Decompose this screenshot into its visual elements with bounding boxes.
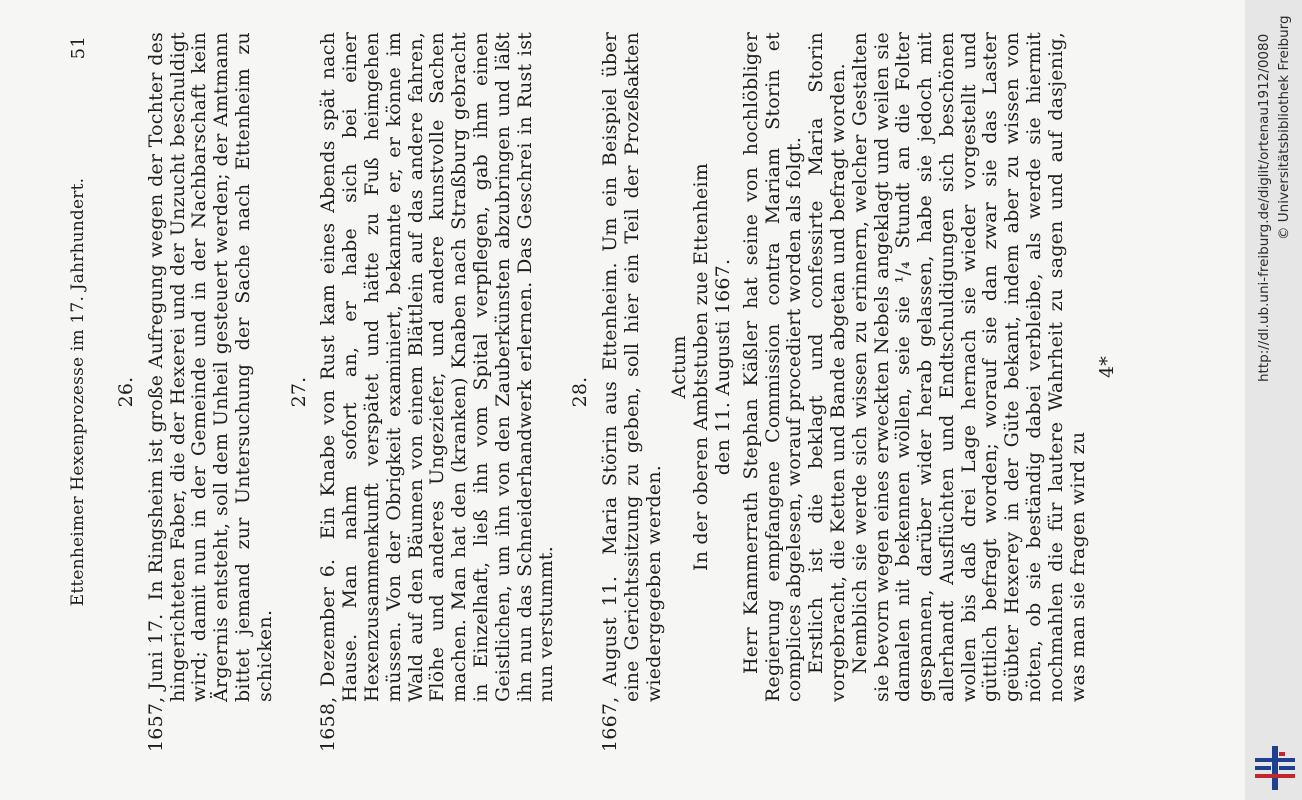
actum-paragraph: Herr Kammerrath Stephan Käßler hat seine von hochlöbliger Regierung empfangene Commission contra Mariam Storin et complices abgelesen, worauf procediert worden als folgt. bbox=[739, 32, 806, 702]
copyright-text: © Universitätsbibliothek Freiburg bbox=[1276, 15, 1292, 240]
entry-26 bbox=[116, 32, 277, 752]
entry-text bbox=[318, 32, 558, 752]
entry-27 bbox=[289, 32, 559, 752]
actum-place: In der oberen Ambtstuben zue Ettenheim bbox=[690, 163, 713, 571]
entry-body: Maria Störin aus Ettenheim. Um ein Beispiel über eine Gerichtssitzung zu geben, soll hier ein Teil der Prozeßakten wiedergegeben werden. bbox=[598, 32, 665, 702]
section-number: 26. bbox=[115, 376, 137, 408]
actum-paragraph: Erstlich ist die beklagt und confessirte Maria Storin vorgebracht, die Ketten und Bande abgetan und befragt worden. bbox=[805, 32, 849, 702]
page-content bbox=[68, 31, 1119, 752]
entry-28 bbox=[570, 32, 665, 752]
signature-mark: 4* bbox=[1096, 356, 1119, 378]
source-url[interactable]: http://dl.ub.uni-freiburg.de/diglit/ortenau1912/0080 bbox=[1256, 33, 1272, 382]
page-number: 51 bbox=[68, 36, 89, 60]
running-head bbox=[68, 32, 104, 752]
section-number: 28. bbox=[569, 376, 592, 408]
actum-date: den 11. Augusti 1667. bbox=[711, 258, 734, 476]
entry-lead: 1658, Dezember 6. bbox=[317, 558, 340, 752]
entry-text bbox=[600, 32, 665, 752]
running-title: Ettenheimer Hexenprozesse im 17. Jahrhundert. bbox=[68, 177, 88, 607]
entry-body: Ein Knabe von Rust kam eines Abends spät nach Hause. Man nahm sofort an, er habe sich bei einer Hexenzusammenkunft verspätet und hätte zu Fuß heimgehen müssen. Von der Obrigkeit examiniert, bekannte er, er könne im Wald auf den Bäumen von einem Blättlein auf das andere fahren, Flöhe und anderes Ungeziefer, und andere kunstvolle Sachen machen. Man hat den (kranken) Knaben nach Straßburg gebracht in Einzelhaft, ließ ihn vom Spital verpflegen, gab ihm einen Geistlichen, um ihn von den Zauberkünsten abzubringen und läßt ihn nun das Schneiderhandwerk erlernen. Das Geschrei in Rust ist nun verstummt. bbox=[317, 32, 558, 702]
entry-body: In Ringsheim ist große Aufregung wegen der Tochter des hingerichteten Faber, die der Hexerei und der Unzucht beschuldigt wird; damit nun in der Gemeinde und in der Nachbarschaft kein Ärgernis entsteht, soll dem Unheil gesteuert werden; der Amtmann bittet jemand zur Untersuchung der Sache nach Ettenheim zu schicken. bbox=[144, 31, 276, 702]
entry-text bbox=[146, 32, 277, 752]
actum-block bbox=[669, 32, 1119, 752]
entry-lead: 1657, Juni 17. bbox=[144, 613, 167, 752]
entry-lead: 1667, August 11. bbox=[598, 575, 621, 752]
section-number: 27. bbox=[287, 376, 310, 408]
actum-heading: Actum bbox=[668, 335, 691, 399]
ub-freiburg-logo-icon bbox=[1253, 746, 1297, 790]
viewer-sidebar bbox=[1245, 0, 1302, 800]
actum-paragraph: Nemblich sie werde sich wissen zu erinnern, welcher Gestalten sie bevorn wegen eines erweckten Nebels angeklagt und weilen sie damalen nit bekennen wöllen, seie sie ¹/₄ Stundt an die Folter gespannen, darüber wider herab gelassen, habe sie jedoch mit allerhandt Ausflüchten und Endtschuldigungen sich beschönen wollen bis daß drei Lage hernach sie wieder vorgestellt und güttlich befragt worden; worauf sie dan zwar sie das Laster geübter Hexerey in der Güte bekant, indem aber zu wissen von nöten, ob sie beständig dabei verbleibe, als werde sie hiermit nochmahlen die für lautere Wahrheit zu sagen und auf dasjenig, was man sie fragen wird zu bbox=[848, 32, 1089, 702]
